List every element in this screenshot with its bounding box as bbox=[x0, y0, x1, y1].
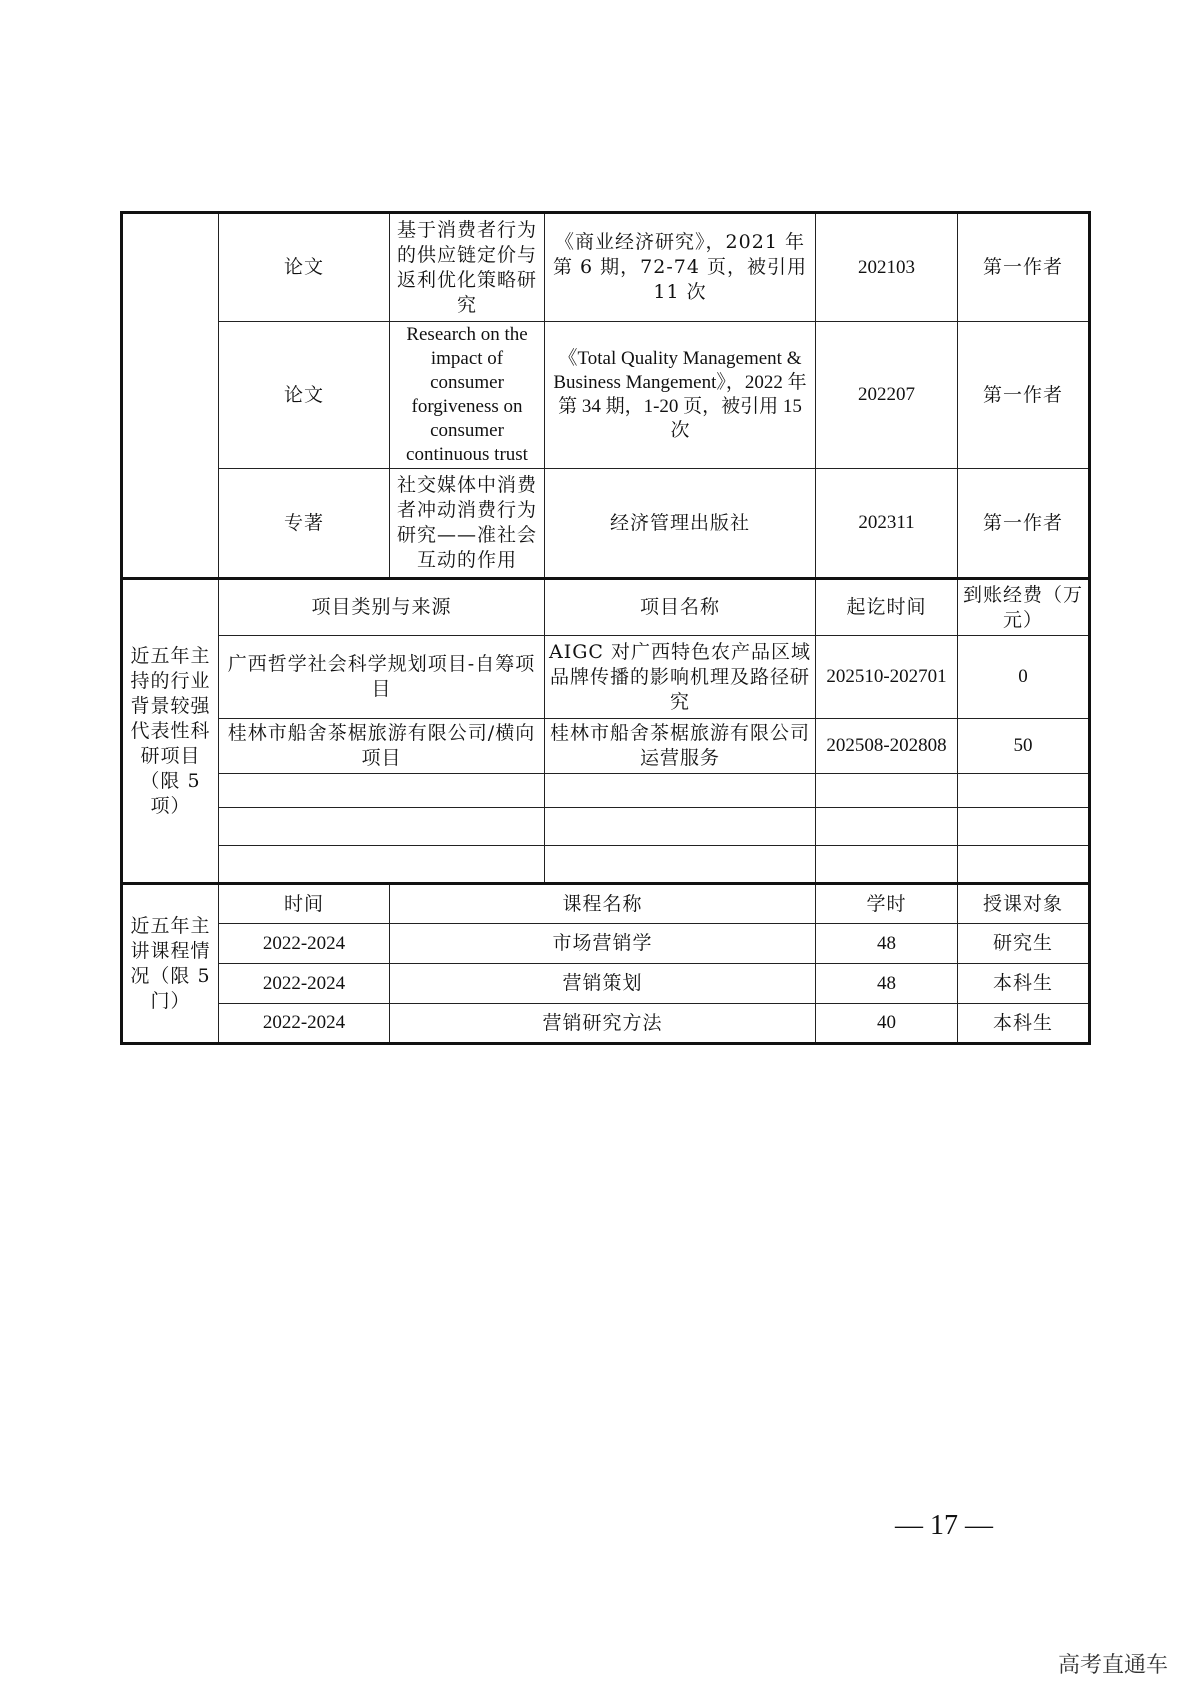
publication-date: 202207 bbox=[816, 322, 958, 469]
empty-cell bbox=[816, 808, 958, 846]
projects-header-funding: 到账经费（万元） bbox=[958, 579, 1090, 636]
publication-row bbox=[122, 213, 1090, 322]
course-audience: 本科生 bbox=[958, 1004, 1090, 1044]
course-time: 2022-2024 bbox=[219, 1004, 390, 1044]
course-hours: 48 bbox=[816, 924, 958, 964]
project-funding: 0 bbox=[958, 636, 1090, 719]
publication-type: 论文 bbox=[219, 322, 390, 469]
course-time: 2022-2024 bbox=[219, 924, 390, 964]
project-row-empty bbox=[122, 774, 1090, 808]
project-period: 202510-202701 bbox=[816, 636, 958, 719]
publication-source: 《Total Quality Management & Business Mangement》，2022 年第 34 期，1-20 页，被引用 15 次 bbox=[545, 322, 816, 469]
project-name: AIGC 对广西特色农产品区域品牌传播的影响机理及路径研究 bbox=[545, 636, 816, 719]
projects-header-category: 项目类别与来源 bbox=[219, 579, 545, 636]
publication-row bbox=[122, 322, 1090, 469]
course-name: 营销研究方法 bbox=[390, 1004, 816, 1044]
watermark-text: 高考直通车 bbox=[1058, 1653, 1169, 1678]
publication-title: 社交媒体中消费者冲动消费行为研究——准社会互动的作用 bbox=[390, 469, 545, 579]
publication-role: 第一作者 bbox=[958, 213, 1090, 322]
course-hours: 40 bbox=[816, 1004, 958, 1044]
projects-header-name: 项目名称 bbox=[545, 579, 816, 636]
publication-row bbox=[122, 469, 1090, 579]
projects-section-label: 近五年主持的行业背景较强代表性科研项目（限 5 项） bbox=[122, 579, 219, 884]
course-name: 市场营销学 bbox=[390, 924, 816, 964]
project-name: 桂林市船舍茶椐旅游有限公司运营服务 bbox=[545, 719, 816, 774]
empty-cell bbox=[545, 846, 816, 884]
project-row bbox=[122, 636, 1090, 719]
project-row-empty bbox=[122, 808, 1090, 846]
course-row bbox=[122, 964, 1090, 1004]
empty-cell bbox=[219, 846, 545, 884]
course-audience: 本科生 bbox=[958, 964, 1090, 1004]
project-period: 202508-202808 bbox=[816, 719, 958, 774]
project-category: 广西哲学社会科学规划项目-自筹项目 bbox=[219, 636, 545, 719]
publication-title: Research on the impact of consumer forgiveness on consumer continuous trust bbox=[390, 322, 545, 469]
project-row-empty bbox=[122, 846, 1090, 884]
course-row bbox=[122, 924, 1090, 964]
courses-header-audience: 授课对象 bbox=[958, 884, 1090, 924]
project-category: 桂林市船舍茶椐旅游有限公司/横向项目 bbox=[219, 719, 545, 774]
achievements-table bbox=[120, 211, 1091, 1045]
empty-cell bbox=[958, 808, 1090, 846]
project-funding: 50 bbox=[958, 719, 1090, 774]
courses-header-hours: 学时 bbox=[816, 884, 958, 924]
course-name: 营销策划 bbox=[390, 964, 816, 1004]
empty-cell bbox=[958, 846, 1090, 884]
course-audience: 研究生 bbox=[958, 924, 1090, 964]
publication-source: 经济管理出版社 bbox=[545, 469, 816, 579]
publication-section-label bbox=[122, 213, 219, 579]
publication-date: 202311 bbox=[816, 469, 958, 579]
empty-cell bbox=[816, 846, 958, 884]
empty-cell bbox=[958, 774, 1090, 808]
project-row bbox=[122, 719, 1090, 774]
course-time: 2022-2024 bbox=[219, 964, 390, 1004]
publication-role: 第一作者 bbox=[958, 469, 1090, 579]
publication-role: 第一作者 bbox=[958, 322, 1090, 469]
empty-cell bbox=[545, 774, 816, 808]
courses-header-name: 课程名称 bbox=[390, 884, 816, 924]
projects-header-row bbox=[122, 579, 1090, 636]
publication-source: 《商业经济研究》，2021 年第 6 期，72-74 页，被引用 11 次 bbox=[545, 213, 816, 322]
publication-type: 专著 bbox=[219, 469, 390, 579]
courses-header-time: 时间 bbox=[219, 884, 390, 924]
course-hours: 48 bbox=[816, 964, 958, 1004]
courses-section-label: 近五年主讲课程情况（限 5 门） bbox=[122, 884, 219, 1044]
course-row bbox=[122, 1004, 1090, 1044]
publication-type: 论文 bbox=[219, 213, 390, 322]
publication-title: 基于消费者行为的供应链定价与返利优化策略研究 bbox=[390, 213, 545, 322]
empty-cell bbox=[816, 774, 958, 808]
courses-header-row bbox=[122, 884, 1090, 924]
empty-cell bbox=[219, 774, 545, 808]
empty-cell bbox=[219, 808, 545, 846]
publication-date: 202103 bbox=[816, 213, 958, 322]
page-number: — 17 — bbox=[895, 1510, 993, 1541]
empty-cell bbox=[545, 808, 816, 846]
projects-header-period: 起讫时间 bbox=[816, 579, 958, 636]
